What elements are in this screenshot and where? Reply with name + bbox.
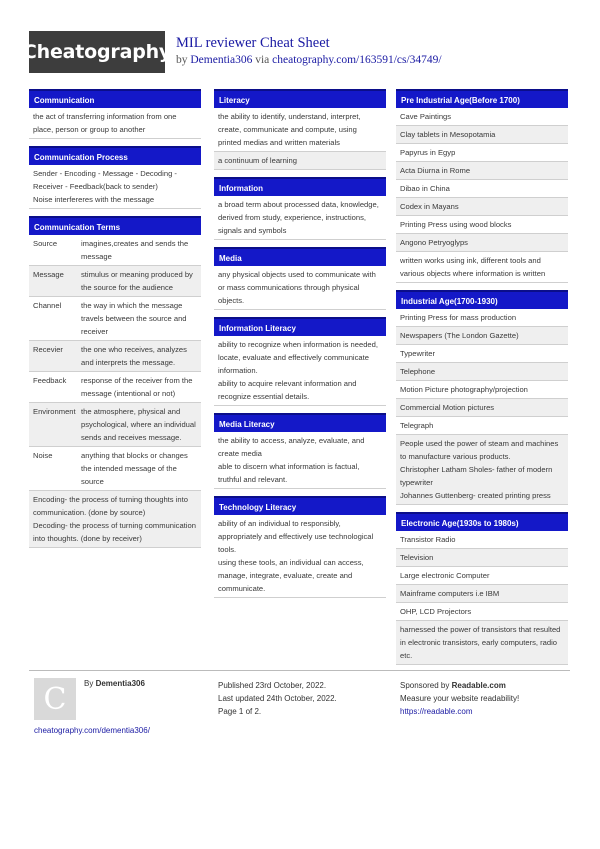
section-electronic-age: [396, 512, 568, 665]
term-definition: the way in which the message travels between the source and receiver: [81, 301, 187, 336]
term-definition: response of the receiver from the message (intentional or not): [81, 376, 193, 398]
section-pre-industrial-age: [396, 89, 568, 283]
footer-author: [84, 679, 145, 688]
list-item: OHP, LCD Projectors: [396, 603, 568, 621]
section-media-literacy: [214, 413, 386, 489]
section-title: Media Literacy: [214, 413, 386, 432]
section-title: Information Literacy: [214, 317, 386, 336]
byline-by: by: [176, 54, 188, 66]
section-title: Communication Process: [29, 146, 201, 165]
term-row: [29, 447, 201, 491]
term-definition: imagines,creates and sends the message: [81, 239, 189, 261]
byline: [176, 54, 442, 66]
section-industrial-age: [396, 290, 568, 505]
list-item: Mainframe computers i.e IBM: [396, 585, 568, 603]
list-item: Television: [396, 549, 568, 567]
term-row: [29, 403, 201, 447]
term-definition: anything that blocks or changes the intended message of the source: [81, 451, 188, 486]
sponsor-link[interactable]: https://readable.com: [400, 707, 473, 716]
sponsor-prefix: Sponsored by: [400, 681, 450, 690]
section-row: ability of an individual to responsibly, appropriately and effectively use technological tools. using these tools, an individual can access, manage, integrate, evaluate, create and communicate.: [214, 515, 386, 598]
section-title: Electronic Age(1930s to 1980s): [396, 512, 568, 531]
term-name: Message: [33, 270, 64, 279]
page-number: Page 1 of 2.: [218, 707, 262, 716]
section-note: Encoding- the process of turning thoughts into communication. (done by source) Decoding- the process of turning communication into thoughts. (done by receiver): [29, 491, 201, 548]
list-item: Telegraph: [396, 417, 568, 435]
list-item: written works using ink, different tools and various objects where information is written: [396, 252, 568, 283]
byline-via: via: [255, 54, 270, 66]
section-row: Sender - Encoding - Message - Decoding - Receiver - Feedback(back to sender) Noise interfereres with the message: [29, 165, 201, 209]
section-title: Pre Industrial Age(Before 1700): [396, 89, 568, 108]
list-item: Large electronic Computer: [396, 567, 568, 585]
cheatography-logo[interactable]: Cheatography: [29, 31, 165, 73]
section-title: Communication Terms: [29, 216, 201, 235]
published-date: Published 23rd October, 2022.: [218, 681, 327, 690]
term-definition: the one who receives, analyzes and interprets the message.: [81, 345, 187, 367]
author-profile-link[interactable]: cheatography.com/dementia306/: [34, 726, 150, 735]
term-name: Source: [33, 239, 58, 248]
list-item: People used the power of steam and machines to manufacture various products. Christopher Latham Sholes- father of modern typewriter Johannes Guttenberg- created printing press: [396, 435, 568, 505]
term-row: [29, 235, 201, 266]
section-title: Technology Literacy: [214, 496, 386, 515]
column-1: [29, 89, 201, 555]
section-technology-literacy: [214, 496, 386, 598]
list-item: Commercial Motion pictures: [396, 399, 568, 417]
term-definition: the atmosphere, physical and psychological, where an individual sends and receives message.: [81, 407, 196, 442]
footer-sponsor: [400, 679, 519, 718]
list-item: Cave Paintings: [396, 108, 568, 126]
list-item: Dibao in China: [396, 180, 568, 198]
term-row: [29, 297, 201, 341]
author-link[interactable]: Dementia306: [190, 54, 253, 66]
term-name: Noise: [33, 451, 53, 460]
term-name: Feedback: [33, 376, 67, 385]
section-information-literacy: [214, 317, 386, 406]
section-row: the ability to access, analyze, evaluate, and create media able to discern what information is factual, truthful and relevant.: [214, 432, 386, 489]
section-title: Literacy: [214, 89, 386, 108]
section-information: [214, 177, 386, 240]
column-3: [396, 89, 568, 672]
list-item: Clay tablets in Mesopotamia: [396, 126, 568, 144]
sponsor-name[interactable]: Readable.com: [451, 681, 506, 690]
list-item: Typewriter: [396, 345, 568, 363]
section-row: ability to recognize when information is needed, locate, evaluate and effectively communicate information. ability to acquire relevant information and recognize essential details.: [214, 336, 386, 406]
section-row: the act of transferring information from one place, person or group to another: [29, 108, 201, 139]
section-title: Media: [214, 247, 386, 266]
footer-dates: [218, 679, 337, 718]
section-title: Communication: [29, 89, 201, 108]
footer-by-label: By: [84, 679, 94, 688]
term-row: [29, 372, 201, 403]
term-definition: stimulus or meaning produced by the source for the audience: [81, 270, 193, 292]
term-row: [29, 266, 201, 297]
section-communication-process: [29, 146, 201, 209]
sponsor-tagline: Measure your website readability!: [400, 694, 520, 703]
column-2: [214, 89, 386, 605]
section-row: a broad term about processed data, knowledge, derived from study, experience, instructions, signals and symbols: [214, 196, 386, 240]
author-avatar[interactable]: C: [34, 678, 76, 720]
list-item: Motion Picture photography/projection: [396, 381, 568, 399]
footer-author-name[interactable]: Dementia306: [95, 679, 145, 688]
list-item: Printing Press using wood blocks: [396, 216, 568, 234]
section-title: Industrial Age(1700-1930): [396, 290, 568, 309]
list-item: Acta Diurna in Rome: [396, 162, 568, 180]
term-name: Recevier: [33, 345, 63, 354]
section-literacy: [214, 89, 386, 170]
list-item: harnessed the power of transistors that resulted in electronic transistors, early computers, radio etc.: [396, 621, 568, 665]
list-item: Papyrus in Egyp: [396, 144, 568, 162]
sponsor-line: [400, 679, 519, 692]
section-row: the ability to identify, understand, interpret, create, communicate and compute, using printed medias and written materials: [214, 108, 386, 152]
section-media: [214, 247, 386, 310]
term-name: Environment: [33, 407, 76, 416]
section-title: Information: [214, 177, 386, 196]
page-title: MIL reviewer Cheat Sheet: [176, 35, 330, 51]
list-item: Angono Petryoglyps: [396, 234, 568, 252]
updated-date: Last updated 24th October, 2022.: [218, 694, 337, 703]
term-name: Channel: [33, 301, 62, 310]
section-row: any physical objects used to communicate with or mass communications through physical objects.: [214, 266, 386, 310]
list-item: Telephone: [396, 363, 568, 381]
list-item: Printing Press for mass production: [396, 309, 568, 327]
list-item: Transistor Radio: [396, 531, 568, 549]
term-row: [29, 341, 201, 372]
footer-divider: [29, 670, 570, 671]
list-item: Codex in Mayans: [396, 198, 568, 216]
section-communication-terms: [29, 216, 201, 548]
list-item: Newspapers (The London Gazette): [396, 327, 568, 345]
section-communication: [29, 89, 201, 139]
sheet-url-link[interactable]: cheatography.com/163591/cs/34749/: [272, 54, 442, 66]
section-row: a continuum of learning: [214, 152, 386, 170]
